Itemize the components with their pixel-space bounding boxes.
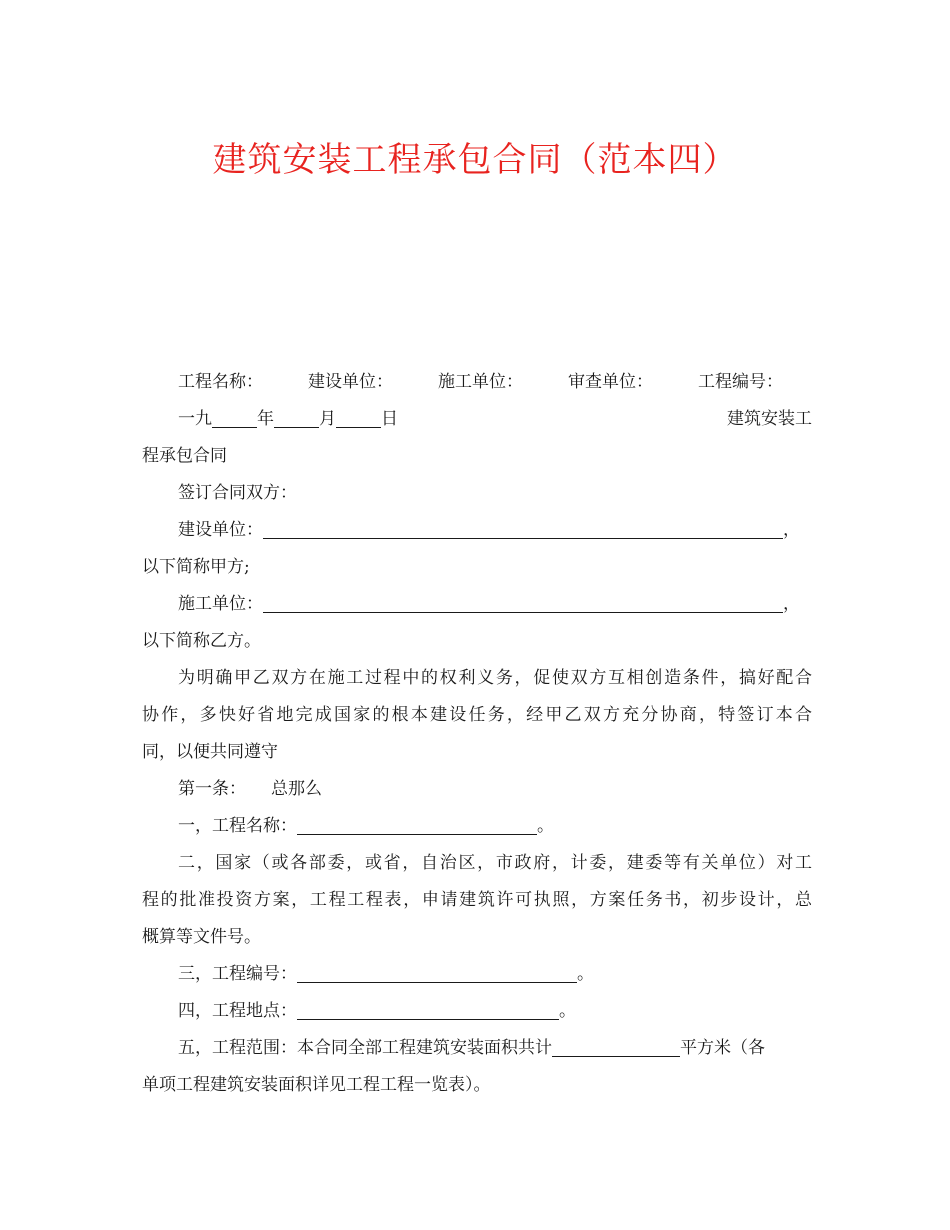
field-construction-unit: 建设单位：: [308, 372, 393, 392]
date-month: 月: [319, 409, 336, 429]
purpose-line-1: 为明确甲乙双方在施工过程中的权利义务，促使双方互相创造条件，搞好配合: [178, 668, 812, 688]
item-3-blank: [297, 962, 577, 983]
party-a-alias: 以下简称甲方;: [142, 557, 250, 577]
party-b-label: 施工单位：: [178, 594, 263, 614]
item-1-end: 。: [537, 816, 554, 836]
party-a-line: [142, 512, 812, 549]
item-5-unit: 平方米（各: [680, 1038, 765, 1058]
field-project-number: 工程编号：: [698, 372, 783, 392]
item-4-end: 。: [559, 1001, 576, 1021]
item-1-blank: [297, 814, 537, 835]
item-3-end: 。: [577, 964, 594, 984]
party-b-line: [142, 586, 812, 623]
doc-name-right: 建筑安装工: [727, 409, 812, 429]
item-2-line-1: 二，国家（或各部委，或省，自治区，市政府，计委，建委等有关单位）对工: [178, 853, 812, 873]
date-year: 年: [257, 409, 274, 429]
field-builder-unit: 施工单位：: [438, 372, 523, 392]
item-5-label: 五，工程范围：本合同全部工程建筑安装面积共计: [178, 1038, 552, 1058]
day-blank: [336, 407, 381, 428]
item-1: [142, 808, 812, 845]
item-3: [142, 956, 812, 993]
month-blank: [274, 407, 319, 428]
date-line: [142, 401, 812, 438]
article-1-title: 总那么: [271, 779, 322, 799]
item-2-line-3: 概算等文件号。: [142, 927, 261, 947]
party-a-suffix: ，: [783, 520, 800, 540]
parties-heading: 签订合同双方：: [178, 483, 297, 503]
item-4: [142, 993, 812, 1030]
purpose-line-2: 协作，多快好省地完成国家的根本建设任务，经甲乙双方充分协商，特签订本合: [142, 705, 812, 725]
document-title: 建筑安装工程承包合同（范本四）: [212, 140, 738, 180]
field-project-name: 工程名称：: [178, 372, 263, 392]
item-5-cont: 单项工程建筑安装面积详见工程工程一览表）。: [142, 1075, 491, 1095]
item-5: [142, 1030, 812, 1067]
party-b-alias: 以下简称乙方。: [142, 631, 261, 651]
item-4-blank: [297, 999, 559, 1020]
party-b-blank: [263, 592, 783, 613]
party-a-label: 建设单位：: [178, 520, 263, 540]
item-1-label: 一，工程名称：: [178, 816, 297, 836]
date-prefix: 一九: [178, 409, 212, 429]
document-body: [142, 364, 812, 1104]
header-fields-row: [142, 364, 812, 401]
year-blank: [212, 407, 257, 428]
doc-name-cont: 程承包合同: [142, 446, 227, 466]
item-2-line-2: 程的批准投资方案，工程工程表，申请建筑许可执照，方案任务书，初步设计，总: [142, 890, 812, 910]
date-day: 日: [381, 409, 398, 429]
party-a-blank: [263, 518, 783, 539]
item-5-blank: [552, 1036, 680, 1057]
field-review-unit: 审查单位：: [568, 372, 653, 392]
item-3-label: 三，工程编号：: [178, 964, 297, 984]
article-1: [142, 771, 812, 808]
party-b-suffix: ，: [783, 594, 800, 614]
purpose-line-3: 同，以便共同遵守: [142, 742, 278, 762]
item-4-label: 四，工程地点：: [178, 1001, 297, 1021]
article-1-label: 第一条：: [178, 779, 246, 799]
